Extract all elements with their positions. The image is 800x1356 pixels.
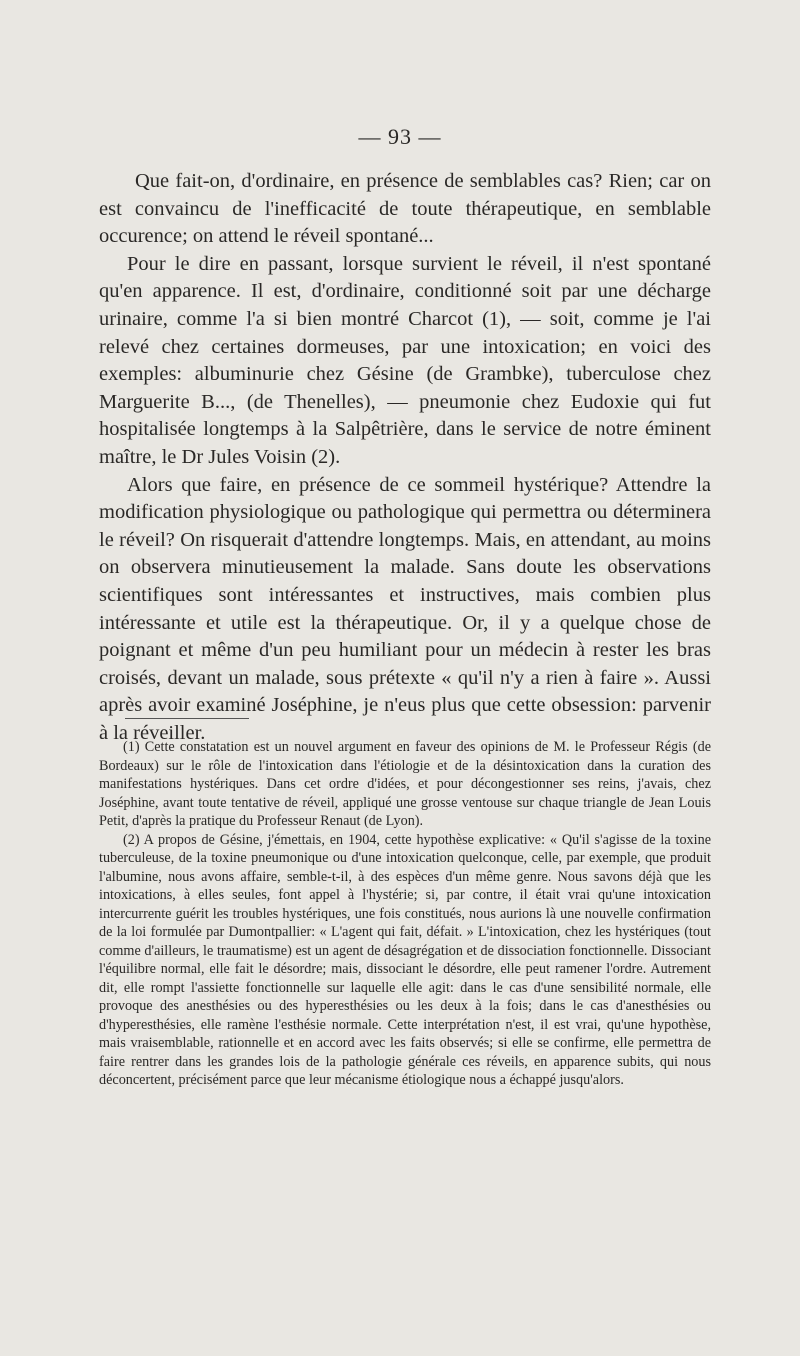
footnote-2: (2) A propos de Gésine, j'émettais, en 1904, cette hypothèse explicative: « Qu'il s'agisse de la toxine tuberculeuse, de la toxine pneumonique ou d'une intoxication quelconque, celle, par exemple, que produit l'albumine, nous avons affaire, semble-t-il, à des espèces d'un même genre. Nous savons déjà que les intoxications, à elles seules, font appel à l'hystérie; si, par contre, il était vrai qu'une intoxication intercurrente guérit les troubles hystériques, une fois constitués, nous aurions là une nouvelle confirmation de la loi formulée par Dumontpallier: « L'agent qui fait, défait. » L'intoxication, chez les hystériques (tout comme d'ailleurs, le traumatisme) est un agent de désagrégation et de dissociation fonctionnelle. Dissociant l'équilibre normal, elle fait le désordre; mais, dissociant le désordre, elle peut ramener l'ordre. Autrement dit, elle rompt l'assiette fonctionnelle sur laquelle elle agit: dans le cas d'une sensibilité normale, elle provoque des anesthésies ou des hyperesthésies ou les deux à la fois; dans le cas d'anesthésies ou d'hyperesthésies, elle ramène l'esthésie normale. Cette interprétation n'est, il est vrai, qu'une hypothèse, mais vraisemblable, rationnelle et en accord avec les faits observés; si elle se confirme, elle permettra de faire rentrer dans les grandes lois de la pathologie générale ces réveils, en apparence subits, qui nous déconcertent, précisément parce que leur mécanisme étiologique nous a échappé jusqu'alors.: [99, 831, 711, 1088]
page-number: — 93 —: [358, 124, 442, 149]
footnote-separator: [125, 718, 249, 719]
paragraph-2: Pour le dire en passant, lorsque survient le réveil, il n'est spontané qu'en apparence. Il est, d'ordinaire, conditionné soit par une décharge urinaire, comme l'a si bien montré Charcot (1), — soit, comme je l'ai relevé chez certaines dormeuses, par une intoxication; en voici des exemples: albuminurie chez Gésine (de Grambke), tuberculose chez Marguerite B..., (de Thenelles), — pneumonie chez Eudoxie qui fut hospitalisée longtemps à la Salpêtrière, dans le service de notre éminent maître, le Dr Jules Voisin (2).: [99, 252, 711, 468]
footnotes: [99, 738, 711, 1090]
footnote-1: (1) Cette constatation est un nouvel argument en faveur des opinions de M. le Professeur Régis (de Bordeaux) sur le rôle de l'intoxication dans l'étiologie et de la désintoxication dans la curation des manifestations hystériques. Dans cet ordre d'idées, et pour décongestionner ses reins, j'avais, chez Joséphine, avant toute tentative de réveil, appliqué une grosse ventouse sur chaque triangle de Jean Louis Petit, d'après la pratique du Professeur Renaut (de Lyon).: [99, 739, 711, 829]
paragraph-3: Alors que faire, en présence de ce sommeil hystérique? Attendre la modification physiologique ou pathologique qui permettra ou déterminera le réveil? On risquerait d'attendre longtemps. Mais, en attendant, au moins on observera minutieusement la malade. Sans doute les observations scientifiques sont intéressantes et instructives, mais combien plus intéressante et utile est la thérapeutique. Or, il y a quelque chose de poignant et même d'un peu humiliant pour un médecin à rester les bras croisés, devant un malade, sous prétexte « qu'il n'y a rien à faire ». Aussi après avoir examiné Joséphine, je n'eus plus que cette obsession: parvenir à la réveiller.: [99, 473, 711, 744]
paragraph-1: Que fait-on, d'ordinaire, en présence de semblables cas? Rien; car on est convaincu de l'inefficacité de toute thérapeutique, en semblable occurence; on attend le réveil spontané...: [99, 170, 711, 248]
body-text: [99, 168, 711, 747]
